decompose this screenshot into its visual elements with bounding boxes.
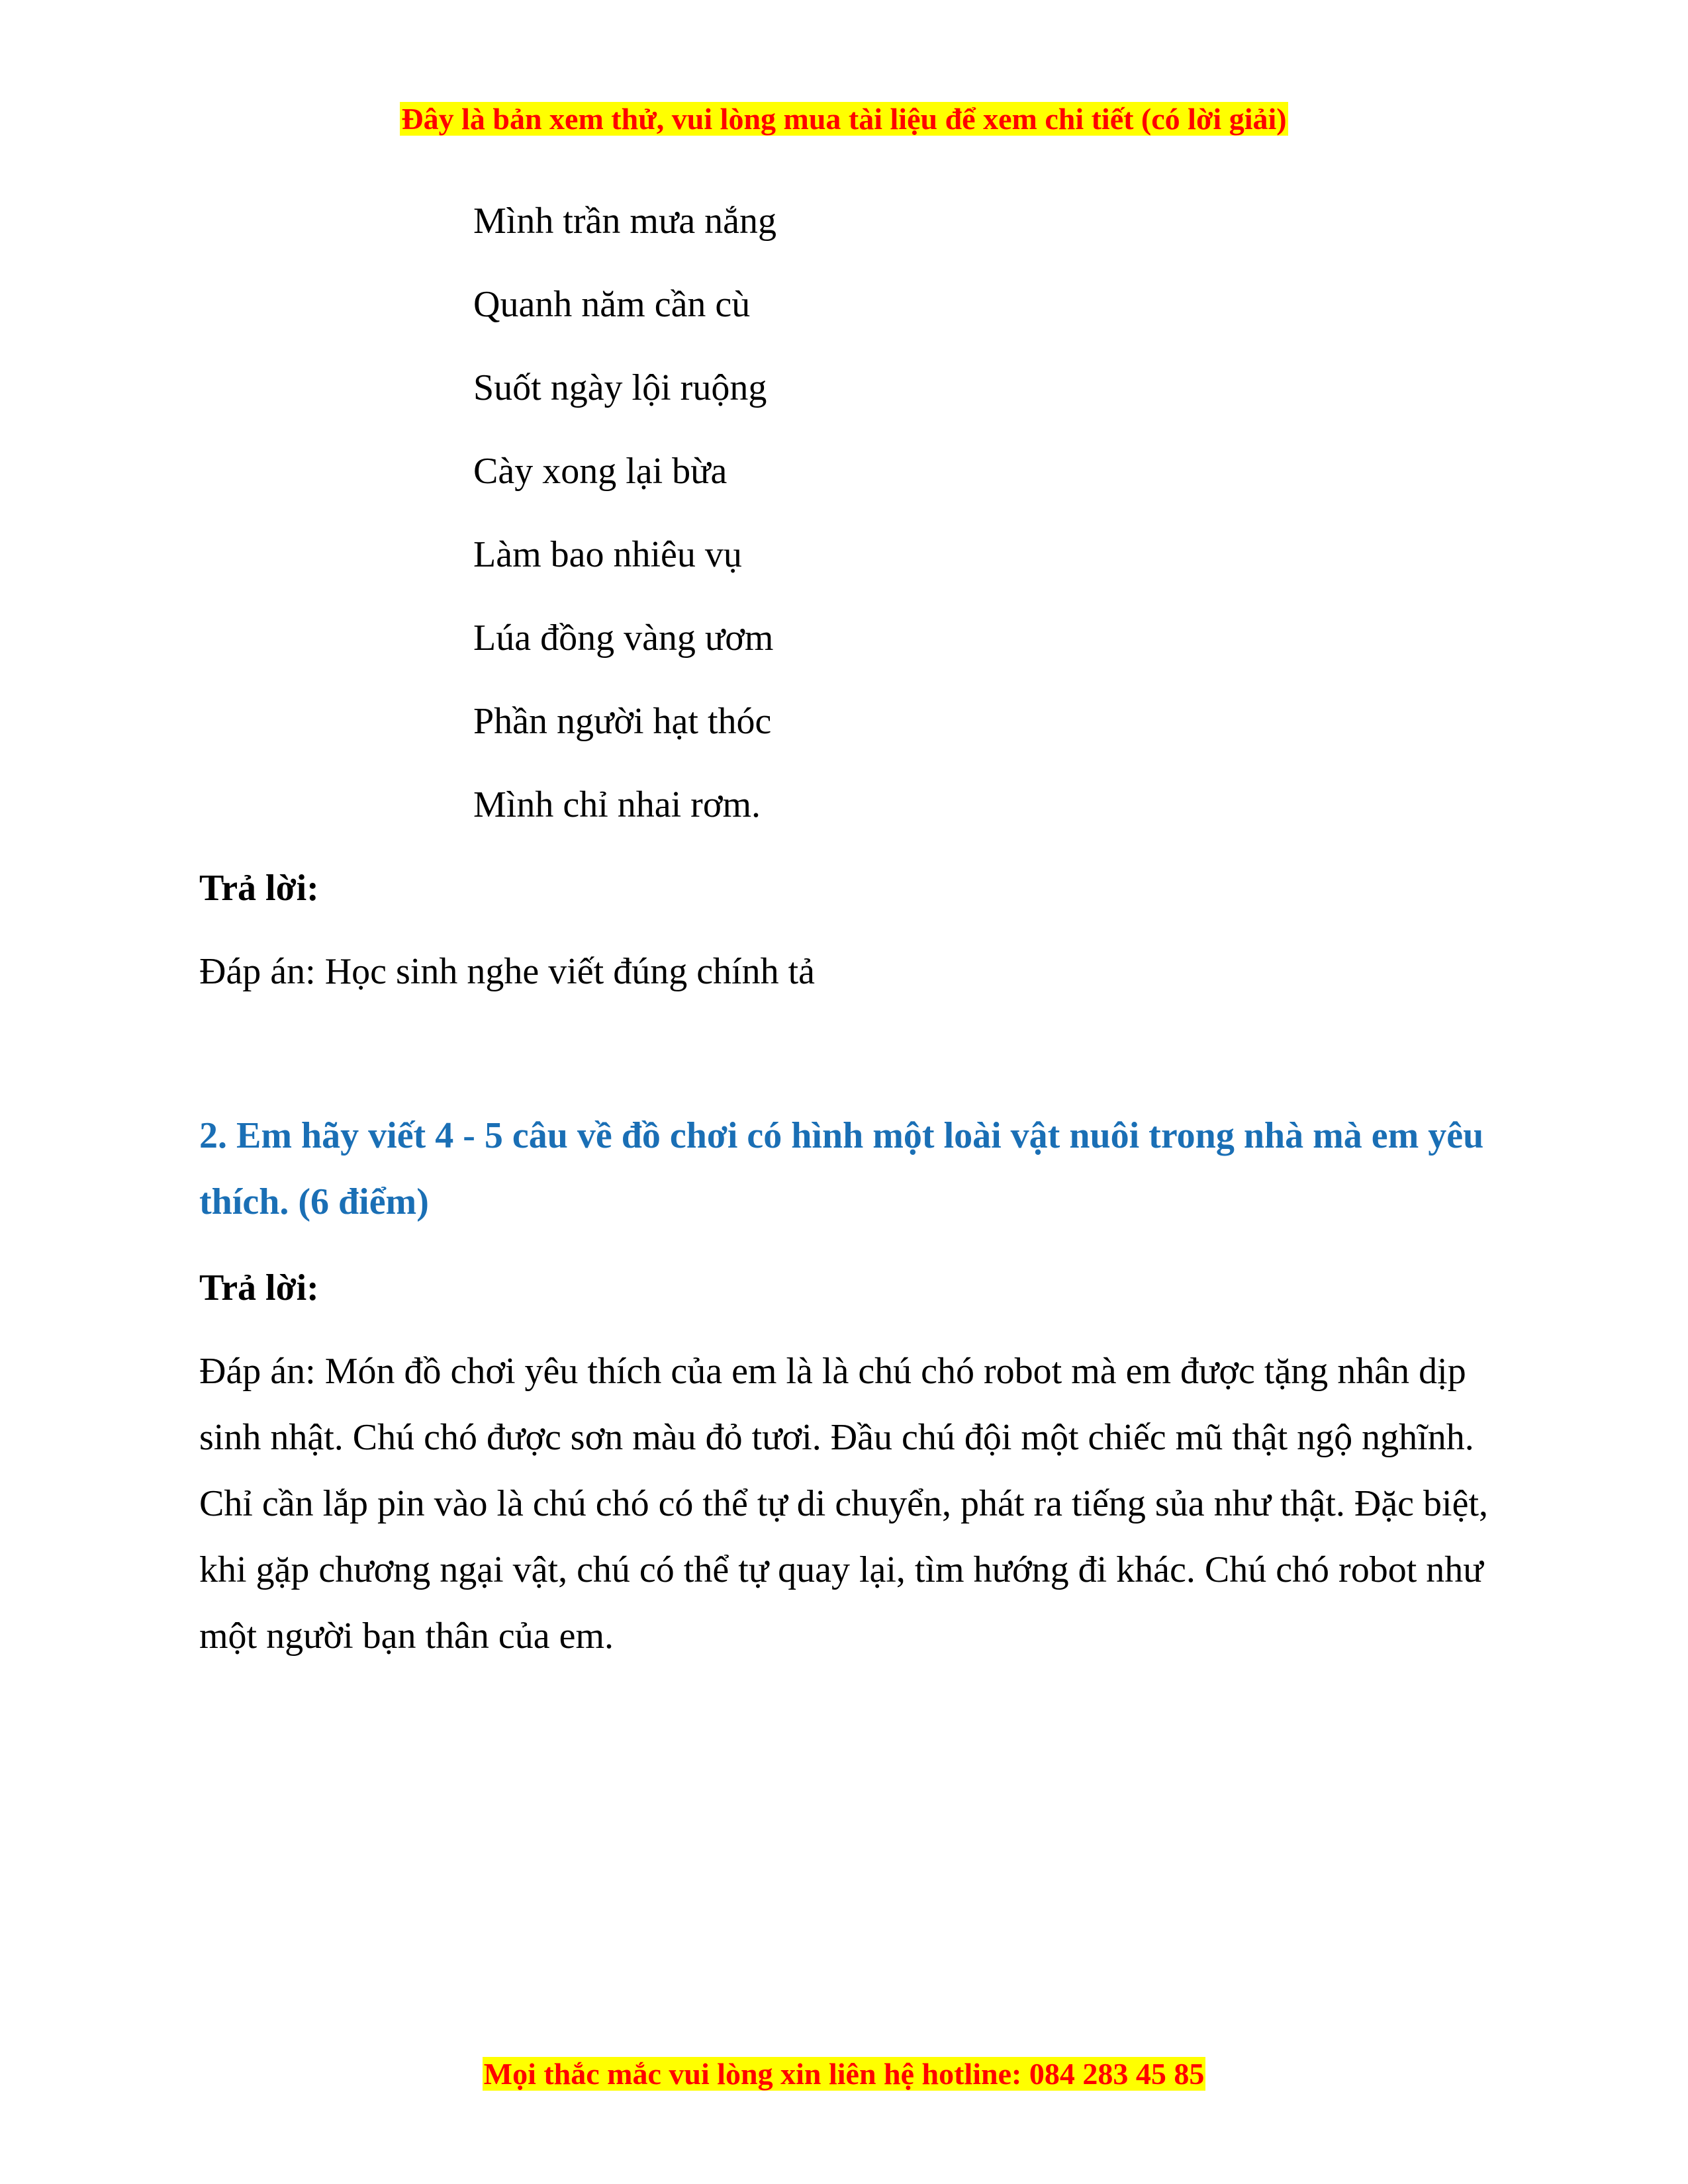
poem [473, 195, 776, 862]
answer2-text: Đáp án: Món đồ chơi yêu thích của em là là chú chó robot mà em được tặng nhân dịp sinh nhật. Chú chó được sơn màu đỏ tươi. Đầu chú đội một chiếc mũ thật ngộ nghĩnh. Chỉ cần lắp pin vào là chú chó có thể tự di chuyển, phát ra tiếng sủa như thật. Đặc biệt, khi gặp chương ngại vật, chú có thể tự quay lại, tìm hướng đi khác. Chú chó robot như một người bạn thân của em. [199, 1351, 1489, 1657]
answer1-label-block [199, 862, 1489, 915]
poem-line: Quanh năm cần cù [473, 284, 751, 325]
answer2-label-block [199, 1261, 1489, 1314]
answer2-label: Trả lời: [199, 1267, 319, 1308]
poem-line: Suốt ngày lội ruộng [473, 367, 767, 408]
answer2-block [199, 1338, 1489, 1669]
poem-line: Phần người hạt thóc [473, 701, 772, 742]
answer1-block [199, 945, 1489, 998]
question2-block [199, 1103, 1489, 1235]
answer1-text: Đáp án: Học sinh nghe viết đúng chính tả [199, 951, 816, 992]
answer1-label: Trả lời: [199, 868, 319, 909]
hotline-notice-text: Mọi thắc mắc vui lòng xin liên hệ hotline: 084 283 45 85 [483, 2057, 1205, 2091]
poem-line: Mình trần mưa nắng [473, 201, 777, 242]
poem-line: Mình chỉ nhai rơm. [473, 784, 761, 825]
question2-heading: 2. Em hãy viết 4 - 5 câu về đồ chơi có hình một loài vật nuôi trong nhà mà em yêu thích. (6 điểm) [199, 1115, 1484, 1222]
preview-notice [0, 98, 1688, 140]
hotline-notice [0, 2053, 1688, 2095]
poem-line: Cày xong lại bừa [473, 451, 727, 492]
preview-notice-text: Đây là bản xem thử, vui lòng mua tài liệu để xem chi tiết (có lời giải) [401, 102, 1287, 136]
poem-line: Lúa đồng vàng ươm [473, 617, 774, 659]
poem-line: Làm bao nhiêu vụ [473, 534, 742, 575]
